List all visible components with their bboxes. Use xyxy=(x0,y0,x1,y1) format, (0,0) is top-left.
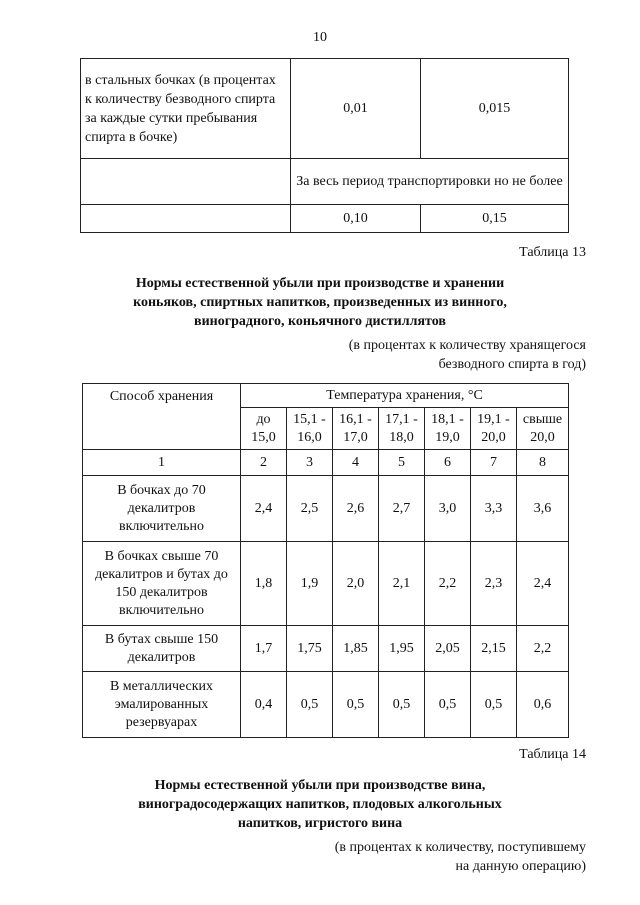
header-row xyxy=(83,384,569,408)
cell-value: 0,15 xyxy=(421,205,569,233)
cell-value: 2,2 xyxy=(425,542,471,626)
transport-loss-table xyxy=(80,58,569,233)
row-label: В бутах свыше 150 декалитров xyxy=(83,626,241,672)
note-line: безводного спирта в год) xyxy=(438,357,586,372)
table13-note xyxy=(349,336,586,374)
cell-value: 1,85 xyxy=(333,626,379,672)
range-cell: 15,1 - 16,0 xyxy=(287,408,333,450)
cell-value: 2,1 xyxy=(379,542,425,626)
cell-value: 2,4 xyxy=(517,542,569,626)
col-number: 3 xyxy=(287,450,333,476)
table-row xyxy=(83,626,569,672)
title-line: напитков, игристого вина xyxy=(237,816,403,831)
cell-value: 0,5 xyxy=(425,672,471,738)
cell-value: 3,0 xyxy=(425,476,471,542)
cell-value: 0,5 xyxy=(379,672,425,738)
note-line: на данную операцию) xyxy=(455,859,586,874)
table14-note xyxy=(335,838,586,876)
cell-value: 2,4 xyxy=(241,476,287,542)
cell-value: 1,8 xyxy=(241,542,287,626)
title-line: Нормы естественной убыли при производстве вина, xyxy=(154,778,486,793)
cell-value: 0,6 xyxy=(517,672,569,738)
cell-value: 1,7 xyxy=(241,626,287,672)
header-method: Способ хранения xyxy=(83,384,241,450)
col-number: 6 xyxy=(425,450,471,476)
col-number: 2 xyxy=(241,450,287,476)
range-cell: 19,1 - 20,0 xyxy=(471,408,517,450)
range-cell: 18,1 - 19,0 xyxy=(425,408,471,450)
cell-value: 2,3 xyxy=(471,542,517,626)
cell-value: 0,4 xyxy=(241,672,287,738)
range-cell: свыше 20,0 xyxy=(517,408,569,450)
table14-caption: Таблица 14 xyxy=(519,747,586,762)
cell-value: 3,3 xyxy=(471,476,517,542)
span-note: За весь период транспортировки но не более xyxy=(291,159,569,205)
range-cell: 16,1 - 17,0 xyxy=(333,408,379,450)
cell-value: 2,0 xyxy=(333,542,379,626)
table13-title xyxy=(0,274,640,331)
note-line: (в процентах к количеству хранящегося xyxy=(348,338,586,353)
col-number: 5 xyxy=(379,450,425,476)
table14-title xyxy=(0,776,640,833)
cell-value: 2,2 xyxy=(517,626,569,672)
cell-value: 1,75 xyxy=(287,626,333,672)
title-line: виноградного, коньячного дистиллятов xyxy=(194,314,446,329)
table13-caption: Таблица 13 xyxy=(519,245,586,260)
row-label: В бочках до 70 декалитров включительно xyxy=(83,476,241,542)
row-label: в стальных бочках (в процентах к количеству безводного спирта за каждые сутки пребывания спирта в бочке) xyxy=(81,59,291,159)
col-number: 7 xyxy=(471,450,517,476)
header-temperature: Температура хранения, °С xyxy=(241,384,569,408)
title-line: коньяков, спиртных напитков, произведенных из винного, xyxy=(133,295,507,310)
page-number: 10 xyxy=(313,30,327,45)
row-label xyxy=(81,159,291,205)
range-cell: до 15,0 xyxy=(241,408,287,450)
col-number: 1 xyxy=(83,450,241,476)
cell-value: 0,015 xyxy=(421,59,569,159)
row-label: В бочках свыше 70 декалитров и бутах до 150 декалитров включительно xyxy=(83,542,241,626)
note-line: (в процентах к количеству, поступившему xyxy=(334,840,586,855)
table13 xyxy=(82,383,569,738)
table-row xyxy=(81,159,569,205)
range-cell: 17,1 - 18,0 xyxy=(379,408,425,450)
title-line: Нормы естественной убыли при производстве и хранении xyxy=(135,276,505,291)
cell-value: 2,05 xyxy=(425,626,471,672)
cell-value: 2,5 xyxy=(287,476,333,542)
cell-value: 1,95 xyxy=(379,626,425,672)
cell-value: 0,10 xyxy=(291,205,421,233)
row-label xyxy=(81,205,291,233)
cell-value: 2,6 xyxy=(333,476,379,542)
cell-value: 2,15 xyxy=(471,626,517,672)
cell-value: 3,6 xyxy=(517,476,569,542)
cell-value: 2,7 xyxy=(379,476,425,542)
cell-value: 0,5 xyxy=(287,672,333,738)
cell-value: 0,01 xyxy=(291,59,421,159)
table-row xyxy=(81,59,569,159)
col-number: 8 xyxy=(517,450,569,476)
column-numbers-row xyxy=(83,450,569,476)
table-row xyxy=(83,672,569,738)
col-number: 4 xyxy=(333,450,379,476)
row-label: В металлических эмалированных резервуарах xyxy=(83,672,241,738)
table-row xyxy=(83,542,569,626)
cell-value: 0,5 xyxy=(333,672,379,738)
table-row xyxy=(81,205,569,233)
title-line: виноградосодержащих напитков, плодовых алкогольных xyxy=(138,797,502,812)
cell-value: 0,5 xyxy=(471,672,517,738)
cell-value: 1,9 xyxy=(287,542,333,626)
table-row xyxy=(83,476,569,542)
